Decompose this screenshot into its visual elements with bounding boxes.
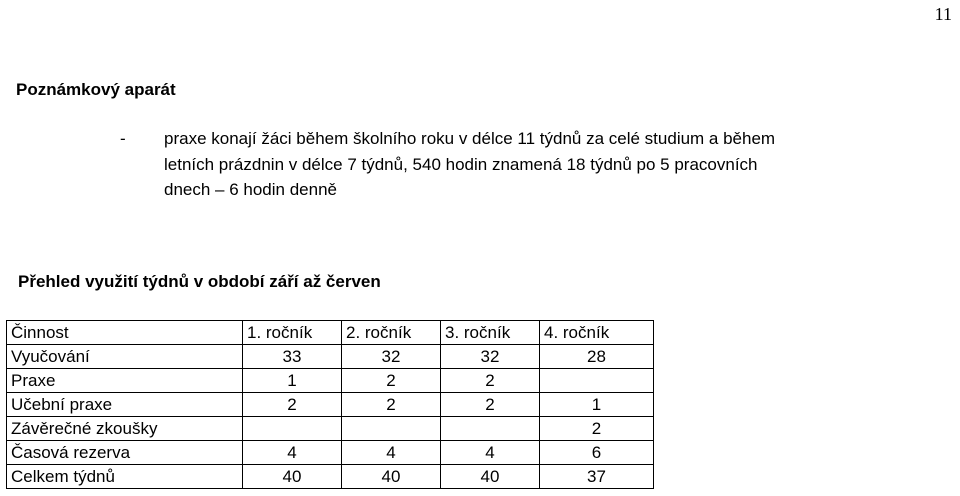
table-row <box>7 345 654 369</box>
table-cell: 32 <box>342 345 441 369</box>
table-row <box>7 417 654 441</box>
table-row <box>7 369 654 393</box>
note-bullet: - <box>120 129 126 148</box>
table-cell: 2 <box>441 393 540 417</box>
table-cell: 33 <box>243 345 342 369</box>
row-label: Časová rezerva <box>7 441 243 465</box>
table-cell: 32 <box>441 345 540 369</box>
row-label: Vyučování <box>7 345 243 369</box>
header-cell: 1. ročník <box>243 321 342 345</box>
table-cell: 40 <box>441 465 540 489</box>
table-row <box>7 393 654 417</box>
table-title: Přehled využití týdnů v období září až červen <box>18 272 381 291</box>
table-cell: 2 <box>342 369 441 393</box>
table-cell: 2 <box>540 417 654 441</box>
header-cell: Činnost <box>7 321 243 345</box>
row-label: Učební praxe <box>7 393 243 417</box>
table-cell: 40 <box>243 465 342 489</box>
row-label: Praxe <box>7 369 243 393</box>
row-label: Závěrečné zkoušky <box>7 417 243 441</box>
note-line: letních prázdnin v délce 7 týdnů, 540 hodin znamená 18 týdnů po 5 pracovních <box>164 154 758 174</box>
weeks-table <box>6 320 654 489</box>
table-cell <box>540 369 654 393</box>
table-cell <box>441 417 540 441</box>
table-cell: 28 <box>540 345 654 369</box>
table-cell <box>243 417 342 441</box>
section-title: Poznámkový aparát <box>16 80 176 99</box>
header-cell: 2. ročník <box>342 321 441 345</box>
table-header-row <box>7 321 654 345</box>
table-cell: 4 <box>243 441 342 465</box>
note-list <box>120 126 840 203</box>
table-row <box>7 441 654 465</box>
note-line: praxe konají žáci během školního roku v délce 11 týdnů za celé studium a během <box>164 129 776 148</box>
table-cell: 1 <box>243 369 342 393</box>
table-row-total <box>7 465 654 489</box>
row-label: Celkem týdnů <box>7 465 243 489</box>
table-cell: 2 <box>441 369 540 393</box>
table-cell: 2 <box>243 393 342 417</box>
note-text <box>164 126 840 203</box>
table-cell: 4 <box>441 441 540 465</box>
table-cell: 4 <box>342 441 441 465</box>
note-line: dnech – 6 hodin denně <box>164 180 337 199</box>
table-cell: 6 <box>540 441 654 465</box>
table-cell: 40 <box>342 465 441 489</box>
table-cell: 2 <box>342 393 441 417</box>
table-cell <box>342 417 441 441</box>
page-number: 11 <box>934 4 952 24</box>
header-cell: 3. ročník <box>441 321 540 345</box>
header-cell: 4. ročník <box>540 321 654 345</box>
table-cell: 1 <box>540 393 654 417</box>
table-cell: 37 <box>540 465 654 489</box>
